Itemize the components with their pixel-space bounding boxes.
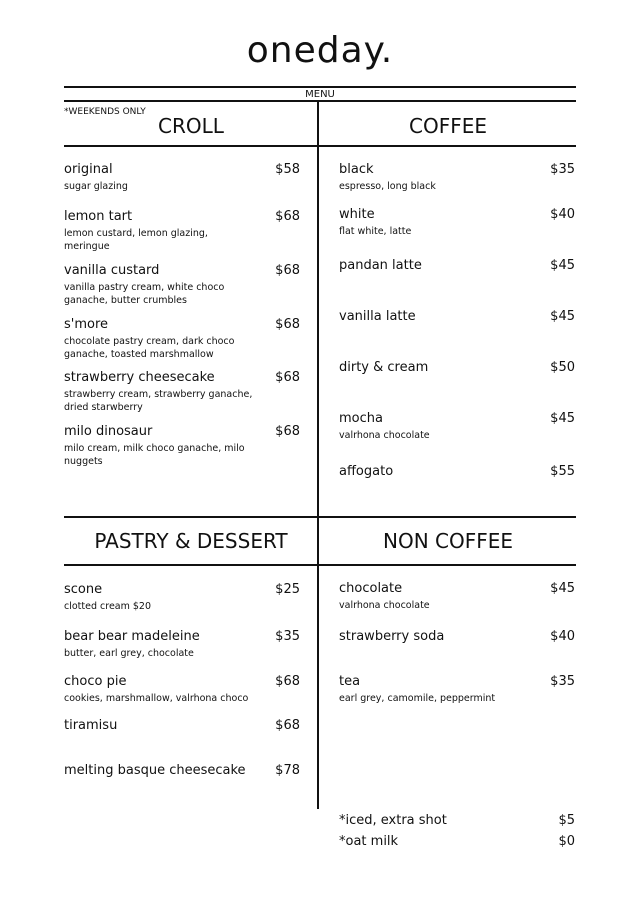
item-price: $35	[275, 629, 300, 644]
list-item	[64, 209, 300, 253]
list-item	[64, 629, 300, 660]
list-item	[64, 162, 300, 193]
item-desc: lemon custard, lemon glazing, meringue	[64, 228, 208, 252]
item-desc: milo cream, milk choco ganache, milo nuggets	[64, 443, 245, 467]
item-price: $68	[275, 718, 300, 733]
list-item	[64, 263, 300, 307]
list-item	[339, 581, 575, 612]
item-price: $68	[275, 263, 300, 278]
list-item	[339, 162, 575, 193]
list-item	[339, 411, 575, 442]
section-title-pastry: PASTRY & DESSERT	[94, 529, 288, 553]
section-title-coffee: COFFEE	[409, 114, 487, 138]
item-name: melting basque cheesecake	[64, 763, 246, 778]
item-desc: earl grey, camomile, peppermint	[339, 693, 496, 704]
item-name: vanilla latte	[339, 309, 416, 324]
list-item	[339, 629, 575, 644]
item-name: pandan latte	[339, 258, 422, 273]
item-desc: valrhona chocolate	[339, 430, 430, 441]
item-price: $45	[550, 411, 575, 426]
item-desc: sugar glazing	[64, 181, 128, 192]
list-item	[64, 674, 300, 705]
list-item	[64, 763, 300, 778]
item-price: $40	[550, 207, 575, 222]
list-item	[339, 674, 575, 705]
item-price: $68	[275, 209, 300, 224]
item-name: s'more	[64, 317, 109, 332]
list-item	[64, 370, 300, 414]
item-name: strawberry soda	[339, 629, 445, 644]
item-price: $68	[275, 370, 300, 385]
item-name: white	[339, 207, 375, 222]
list-item	[64, 718, 300, 733]
item-desc: valrhona chocolate	[339, 600, 430, 611]
item-price: $45	[550, 258, 575, 273]
item-desc: chocolate pastry cream, dark choco ganache, toasted marshmallow	[64, 336, 235, 360]
list-item	[339, 309, 575, 324]
column-divider	[317, 100, 319, 809]
item-name: dirty & cream	[339, 360, 429, 375]
addon-name: *iced, extra shot	[339, 813, 447, 828]
item-price: $40	[550, 629, 575, 644]
item-desc: clotted cream $20	[64, 601, 152, 612]
weekends-note: *WEEKENDS ONLY	[64, 107, 146, 117]
item-name: strawberry cheesecake	[64, 370, 215, 385]
top-rule	[64, 86, 576, 88]
item-desc: espresso, long black	[339, 181, 436, 192]
item-name: vanilla custard	[64, 263, 160, 278]
item-name: original	[64, 162, 113, 177]
list-item	[64, 424, 300, 468]
menu-label: MENU	[305, 89, 335, 100]
item-price: $55	[550, 464, 575, 479]
item-price: $68	[275, 317, 300, 332]
list-item	[339, 258, 575, 273]
list-item	[64, 582, 300, 613]
item-name: mocha	[339, 411, 383, 426]
item-price: $45	[550, 309, 575, 324]
item-price: $25	[275, 582, 300, 597]
item-desc: strawberry cream, strawberry ganache, dried starwberry	[64, 389, 253, 413]
list-item	[339, 360, 575, 375]
item-desc: flat white, latte	[339, 226, 412, 237]
addon-price: $0	[558, 834, 575, 849]
item-name: black	[339, 162, 374, 177]
item-name: affogato	[339, 464, 394, 479]
header-rule-top	[64, 145, 576, 147]
item-price: $68	[275, 674, 300, 689]
brand-title: oneday.	[246, 30, 394, 71]
item-price: $58	[275, 162, 300, 177]
item-price: $35	[550, 674, 575, 689]
item-price: $78	[275, 763, 300, 778]
addon-name: *oat milk	[339, 834, 399, 849]
list-item	[339, 464, 575, 479]
section-title-croll: CROLL	[158, 114, 224, 138]
section-rule-middle	[64, 516, 576, 518]
addon-item	[339, 834, 575, 849]
item-name: tiramisu	[64, 718, 118, 733]
addon-price: $5	[558, 813, 575, 828]
item-name: tea	[339, 674, 361, 689]
item-name: scone	[64, 582, 103, 597]
list-item	[64, 317, 300, 361]
header-rule-bottom	[64, 564, 576, 566]
item-price: $50	[550, 360, 575, 375]
item-desc: cookies, marshmallow, valrhona choco	[64, 693, 249, 704]
item-desc: butter, earl grey, chocolate	[64, 648, 194, 659]
item-price: $45	[550, 581, 575, 596]
list-item	[339, 207, 575, 238]
item-name: chocolate	[339, 581, 403, 596]
item-price: $35	[550, 162, 575, 177]
addon-item	[339, 813, 575, 828]
item-name: milo dinosaur	[64, 424, 153, 439]
item-name: choco pie	[64, 674, 127, 689]
item-price: $68	[275, 424, 300, 439]
item-name: bear bear madeleine	[64, 629, 200, 644]
item-desc: vanilla pastry cream, white choco ganache, butter crumbles	[64, 282, 225, 306]
item-name: lemon tart	[64, 209, 133, 224]
menu-rule	[64, 100, 576, 102]
section-title-noncoffee: NON COFFEE	[382, 529, 513, 553]
